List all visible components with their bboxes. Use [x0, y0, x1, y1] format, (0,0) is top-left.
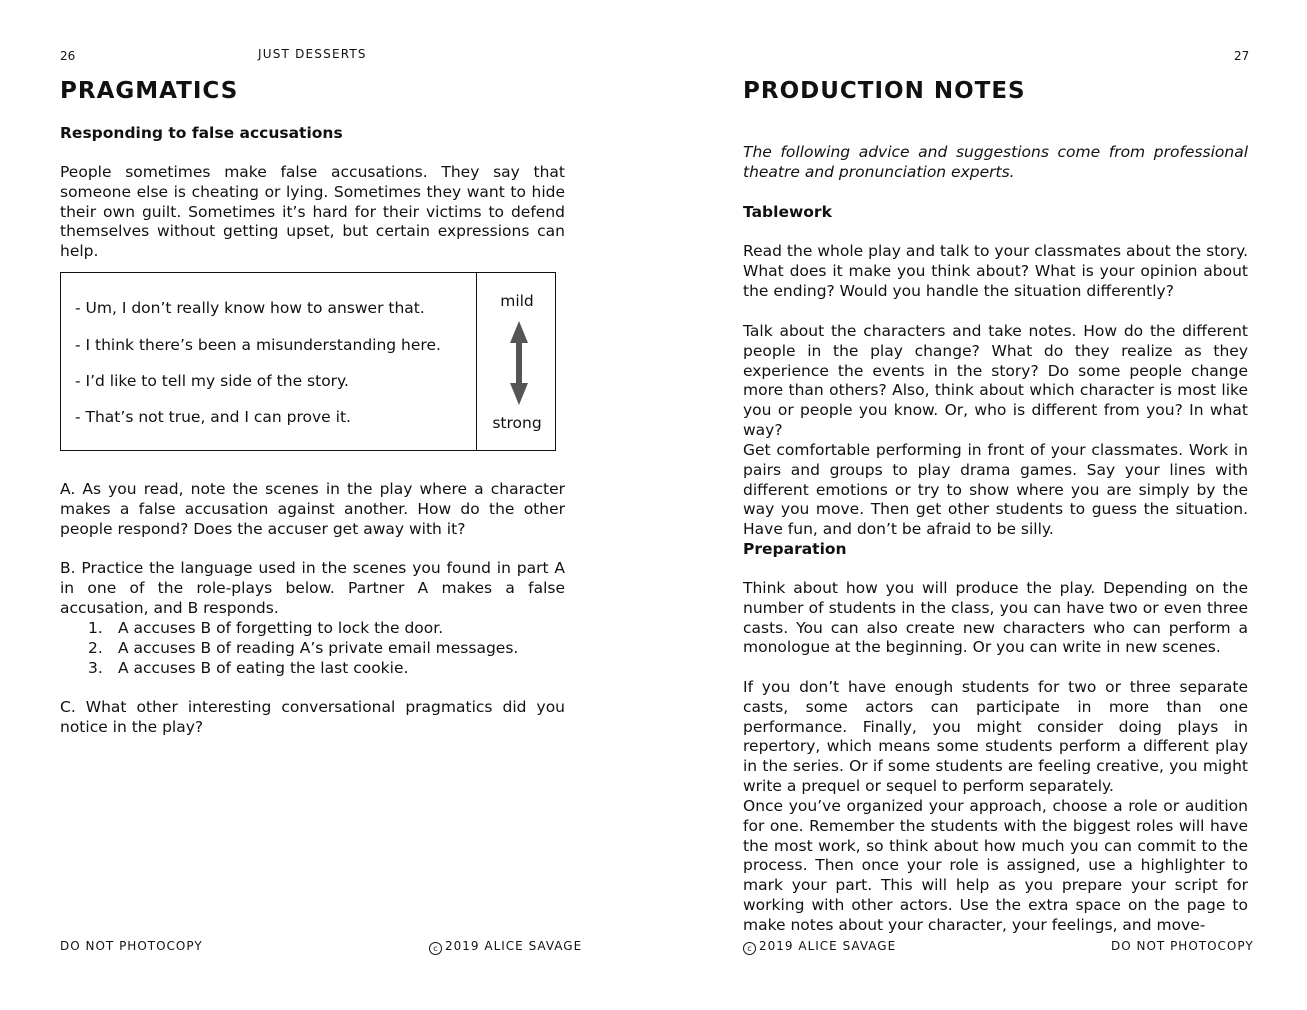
copyright-icon: c: [429, 942, 442, 955]
double-arrow-icon: [507, 321, 531, 405]
preparation-paragraph: If you don’t have enough students for two or three separate casts, some actors can participate in more than one performance. Finally, you might consider doing plays in repertory, which means some students perform a different play in the series. Or if some students are feeling creative, you might write a prequel or sequel to perform separately.: [743, 678, 1248, 795]
section-title: PRODUCTION NOTES: [743, 78, 1026, 104]
role-play-list: [88, 619, 518, 678]
tablework-paragraph: Get comfortable performing in front of your classmates. Work in pairs and groups to play drama games. Say your lines with different emotions or try to show where you are simply by the way you move. Then get other students to guess the situation. Have fun, and don’t be afraid to be silly.: [743, 441, 1248, 539]
tablework-paragraph: Talk about the characters and take notes. How do the different people in the play change? What do they realize as they experience the events in the story? Do some people change more than others? Also, think about which character is most like you or people you know. Or, who is different from you? In what way?: [743, 322, 1248, 439]
footer-notice: DO NOT PHOTOCOPY: [60, 939, 203, 953]
part-b: B. Practice the language used in the scenes you found in part A in one of the role-plays below. Partner A makes a false accusation, and B responds.: [60, 559, 565, 617]
copyright-icon: c: [743, 942, 756, 955]
intro-paragraph: People sometimes make false accusations. They say that someone else is cheating or lying. Sometimes they want to hide their own guilt. Sometimes it’s hard for their victims to defend themselves without getting upset, but certain expressions can help.: [60, 163, 565, 261]
preparation-paragraph: Once you’ve organized your approach, choose a role or audition for one. Remember the students with the biggest roles will have the most work, so think about how much you can commit to the process. Then once your role is assigned, use a highlighter to mark your part. This will help as you prepare your script for working with other actors. Use the extra space on the page to make notes about your character, your feelings, and move-: [743, 797, 1248, 934]
phrase-item: - I think there’s been a misunderstanding here.: [75, 336, 441, 354]
part-a: A. As you read, note the scenes in the play where a character makes a false accusation against another. How do the other people respond? Does the accuser get away with it?: [60, 480, 565, 538]
list-item: 2. A accuses B of reading A’s private email messages.: [88, 638, 519, 657]
section-subtitle: Responding to false accusations: [60, 124, 343, 142]
intro-paragraph: The following advice and suggestions come from professional theatre and pronunciation experts.: [743, 143, 1248, 181]
phrase-item: - Um, I don’t really know how to answer that.: [75, 299, 425, 317]
preparation-paragraph: Think about how you will produce the play. Depending on the number of students in the class, you can have two or even three casts. You can also create new characters who can perform a monologue at the beginning. Or you can write in new scenes.: [743, 579, 1248, 657]
page-number: 27: [1234, 49, 1250, 63]
part-c: C. What other interesting conversational pragmatics did you notice in the play?: [60, 698, 565, 736]
scale-label-strong: strong: [492, 414, 542, 432]
tablework-paragraph: Read the whole play and talk to your classmates about the story. What does it make you think about? What is your opinion about the ending? Would you handle the situation differently?: [743, 242, 1248, 300]
page-number: 26: [60, 49, 76, 63]
phrase-item: - I’d like to tell my side of the story.: [75, 372, 349, 390]
footer-copyright: c 2019 ALICE SAVAGE: [743, 939, 896, 955]
heading-preparation: Preparation: [743, 540, 847, 558]
left-page: [0, 0, 653, 1010]
section-title: PRAGMATICS: [60, 78, 239, 104]
running-head: JUST DESSERTS: [258, 47, 367, 61]
footer-notice: DO NOT PHOTOCOPY: [1111, 939, 1254, 953]
list-item: 1. A accuses B of forgetting to lock the door.: [88, 619, 444, 637]
expressions-box: [60, 272, 556, 451]
right-page: [653, 0, 1307, 1010]
list-item: 3. A accuses B of eating the last cookie.: [88, 658, 409, 677]
footer-copyright: c 2019 ALICE SAVAGE: [429, 939, 582, 955]
phrase-item: - That’s not true, and I can prove it.: [75, 408, 351, 426]
scale-label-mild: mild: [500, 292, 534, 310]
heading-tablework: Tablework: [743, 203, 832, 221]
